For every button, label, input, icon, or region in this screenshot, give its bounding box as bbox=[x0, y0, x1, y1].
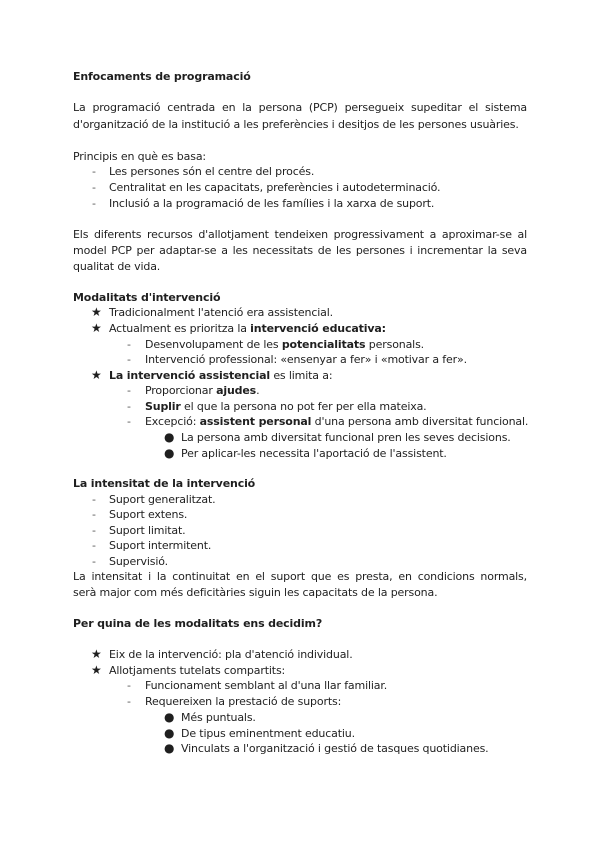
decidim-subitem: Requereixen la prestació de suports: bbox=[145, 695, 342, 708]
dash-bullet: - bbox=[127, 400, 131, 413]
section-heading-decidim: Per quina de les modalitats ens decidim? bbox=[73, 617, 323, 630]
dash-bullet: - bbox=[92, 524, 96, 537]
dash-bullet: - bbox=[92, 508, 96, 521]
intensitat-paragraph-line-1: La intensitat i la continuitat en el suport que es presta, en condicions normals, bbox=[73, 570, 527, 583]
dot-bullet-icon: ● bbox=[164, 710, 175, 724]
resources-line-3: qualitat de vida. bbox=[73, 260, 161, 273]
modalitat-subitem: Desenvolupament de les potencialitats personals. bbox=[145, 338, 425, 351]
dash-bullet: - bbox=[92, 539, 96, 552]
decidim-item: Eix de la intervenció: pla d'atenció individual. bbox=[109, 648, 353, 661]
star-bullet-icon: ★ bbox=[91, 647, 102, 661]
decidim-point: Més puntuals. bbox=[181, 711, 256, 724]
star-bullet-icon: ★ bbox=[91, 368, 102, 382]
star-bullet-icon: ★ bbox=[91, 321, 102, 335]
principle-item: Centralitat en les capacitats, preferències i autodeterminació. bbox=[109, 181, 441, 194]
modalitat-item: Tradicionalment l'atenció era assistencial. bbox=[109, 306, 333, 319]
modalitat-point: La persona amb diversitat funcional pren les seves decisions. bbox=[181, 431, 511, 444]
dot-bullet-icon: ● bbox=[164, 741, 175, 755]
intensitat-item: Supervisió. bbox=[109, 555, 168, 568]
dot-bullet-icon: ● bbox=[164, 446, 175, 460]
dash-bullet: - bbox=[127, 679, 131, 692]
modalitat-subitem: Excepció: assistent personal d'una persona amb diversitat funcional. bbox=[145, 415, 529, 428]
principles-heading: Principis en què es basa: bbox=[73, 150, 206, 163]
intensitat-item: Suport intermitent. bbox=[109, 539, 212, 552]
dot-bullet-icon: ● bbox=[164, 430, 175, 444]
decidim-point: Vinculats a l'organització i gestió de tasques quotidianes. bbox=[181, 742, 489, 755]
section-heading-intensitat: La intensitat de la intervenció bbox=[73, 477, 256, 490]
page-title: Enfocaments de programació bbox=[73, 70, 251, 83]
star-bullet-icon: ★ bbox=[91, 305, 102, 319]
section-heading-modalitats: Modalitats d'intervenció bbox=[73, 291, 221, 304]
modalitat-subitem: Proporcionar ajudes. bbox=[145, 384, 260, 397]
intro-line-2: d'organització de la institució a les preferències i desitjos de les persones usuàries. bbox=[73, 118, 519, 131]
principle-item: Inclusió a la programació de les famílies i la xarxa de suport. bbox=[109, 197, 435, 210]
dash-bullet: - bbox=[127, 695, 131, 708]
intensitat-paragraph-line-2: serà major com més deficitàries siguin les capacitats de la persona. bbox=[73, 586, 438, 599]
decidim-point: De tipus eminentment educatiu. bbox=[181, 727, 355, 740]
dash-bullet: - bbox=[127, 353, 131, 366]
intensitat-item: Suport generalitzat. bbox=[109, 493, 216, 506]
dot-bullet-icon: ● bbox=[164, 726, 175, 740]
resources-line-2: model PCP per adaptar-se a les necessitats de les persones i incrementar la seva bbox=[73, 244, 527, 257]
modalitat-item: La intervenció assistencial es limita a: bbox=[109, 369, 333, 382]
modalitat-point: Per aplicar-les necessita l'aportació de l'assistent. bbox=[181, 447, 447, 460]
dash-bullet: - bbox=[92, 181, 96, 194]
modalitat-subitem: Intervenció professional: «ensenyar a fer» i «motivar a fer». bbox=[145, 353, 467, 366]
dash-bullet: - bbox=[92, 165, 96, 178]
resources-line-1: Els diferents recursos d'allotjament tendeixen progressivament a aproximar-se al bbox=[73, 228, 527, 241]
intro-line-1: La programació centrada en la persona (PCP) persegueix supeditar el sistema bbox=[73, 101, 527, 114]
dash-bullet: - bbox=[92, 493, 96, 506]
star-bullet-icon: ★ bbox=[91, 663, 102, 677]
decidim-subitem: Funcionament semblant al d'una llar familiar. bbox=[145, 679, 388, 692]
dash-bullet: - bbox=[127, 338, 131, 351]
decidim-item: Allotjaments tutelats compartits: bbox=[109, 664, 286, 677]
modalitat-item: Actualment es prioritza la intervenció educativa: bbox=[109, 322, 386, 335]
dash-bullet: - bbox=[92, 197, 96, 210]
dash-bullet: - bbox=[92, 555, 96, 568]
intensitat-item: Suport extens. bbox=[109, 508, 188, 521]
intensitat-item: Suport limitat. bbox=[109, 524, 186, 537]
dash-bullet: - bbox=[127, 415, 131, 428]
modalitat-subitem: Suplir el que la persona no pot fer per ella mateixa. bbox=[145, 400, 427, 413]
principle-item: Les persones són el centre del procés. bbox=[109, 165, 315, 178]
dash-bullet: - bbox=[127, 384, 131, 397]
